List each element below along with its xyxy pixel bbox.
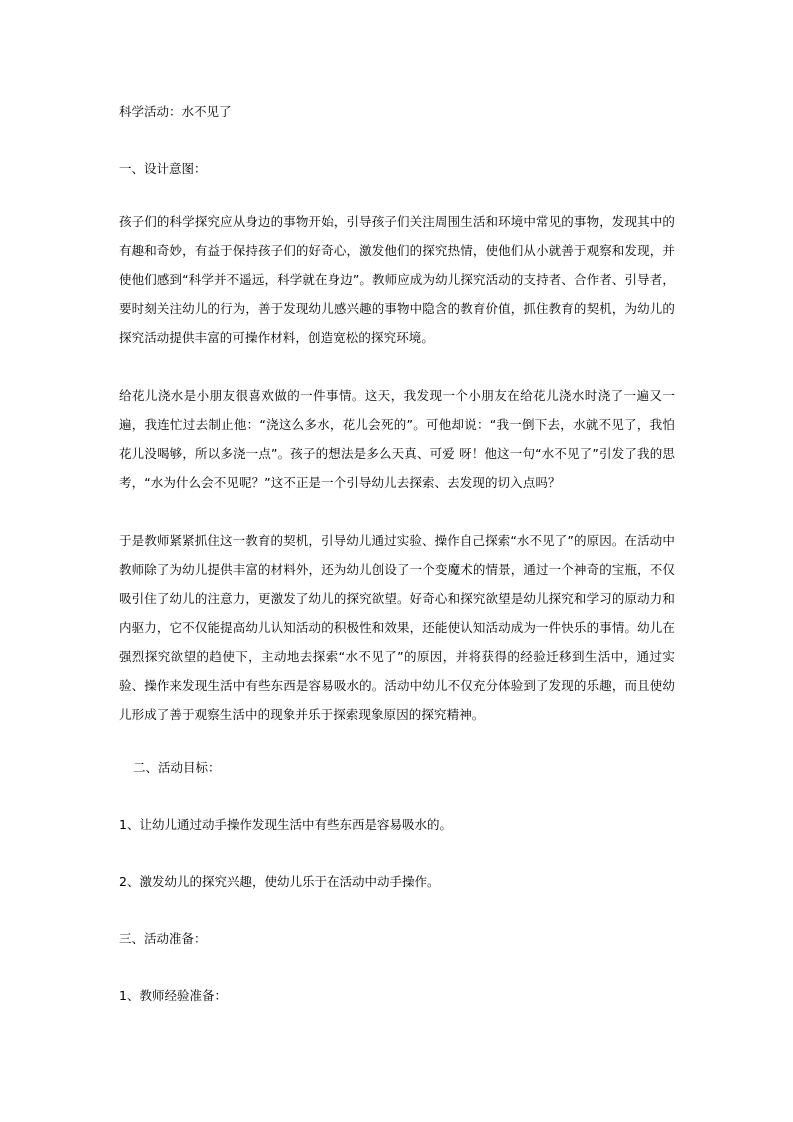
design-paragraph-1: 孩子们的科学探究应从身边的事物开始，引导孩子们关注周围生活和环境中常见的事物，发现其中的有趣和奇妙，有益于保持孩子们的好奇心，激发他们的探究热情，使他们从小就善于观察和发现，并使他们感到“科学并不遥远，科学就在身边”。教师应成为幼儿探究活动的支持者、合作者、引导者，要时刻关注幼儿的行为，善于发现幼儿感兴趣的事物中隐含的教育价值，抓住教育的契机，为幼儿的探究活动提供丰富的可操作材料，创造宽松的探究环境。 [119,214,675,345]
goal-item-1: 1、让幼儿通过动手操作发现生活中有些东西是容易吸水的。 [119,817,452,832]
section-heading-preparation: 三、活动准备： [119,931,207,946]
preparation-item-1: 1、教师经验准备： [119,988,227,1003]
section-heading-goals: 二、活动目标： [133,760,221,775]
section-heading-design: 一、设计意图： [119,161,207,176]
goal-item-2: 2、激发幼儿的探究兴趣，使幼儿乐于在活动中动手操作。 [119,874,440,889]
design-paragraph-3: 于是教师紧紧抓住这一教育的契机，引导幼儿通过实验、操作自己探索“水不见了”的原因。在活动中教师除了为幼儿提供丰富的材料外，还为幼儿创设了一个变魔术的情景，通过一个神奇的宝瓶，不仅吸引住了幼儿的注意力，更激发了幼儿的探究欲望。好奇心和探究欲望是幼儿探究和学习的原动力和内驱力，它不仅能提高幼儿认知活动的积极性和效果，还能使认知活动成为一件快乐的事情。幼儿在强烈探究欲望的趋使下，主动地去探索“水不见了”的原因，并将获得的经验迁移到生活中，通过实验、操作来发现生活中有些东西是容易吸水的。活动中幼儿不仅充分体验到了发现的乐趣，而且使幼儿形成了善于观察生活中的现象并乐于探索现象原因的探究精神。 [119,533,675,722]
design-paragraph-2: 给花儿浇水是小朋友很喜欢做的一件事情。这天，我发现一个小朋友在给花儿浇水时浇了一遍又一遍，我连忙过去制止他：“浇这么多水，花儿会死的”。可他却说：“我一倒下去，水就不见了，我怕花儿没喝够，所以多浇一点”。孩子的想法是多么天真、可爱 呀！他这一句“水不见了”引发了我的思考，“水为什么会不见呢？”这不正是一个引导幼儿去探索、去发现的切入点吗？ [119,388,675,490]
document-body [119,102,675,1005]
document-title: 科学活动：水不见了 [119,104,232,119]
